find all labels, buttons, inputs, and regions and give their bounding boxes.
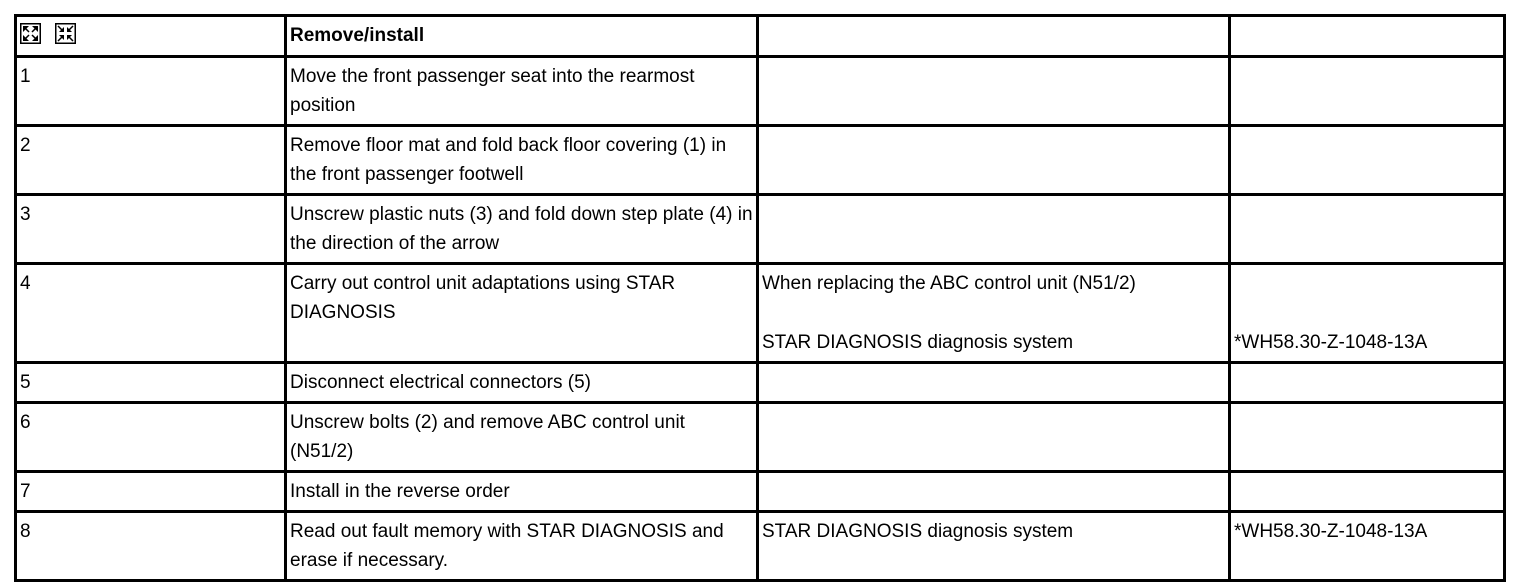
step-tool — [1231, 473, 1503, 513]
step-tool-cell — [1231, 265, 1503, 364]
step-number: 5 — [17, 364, 287, 404]
table-row — [17, 196, 1503, 265]
step-action: Disconnect electrical connectors (5) — [287, 364, 759, 404]
header-row — [17, 17, 1503, 58]
table-row — [17, 404, 1503, 473]
step-note — [759, 58, 1231, 127]
table-row — [17, 127, 1503, 196]
header-icons-cell — [17, 17, 287, 58]
step-number: 2 — [17, 127, 287, 196]
collapse-icon[interactable] — [55, 23, 76, 44]
step-note: When replacing the ABC control unit (N51/2) — [762, 273, 1136, 294]
step-number: 7 — [17, 473, 287, 513]
step-tool — [1231, 364, 1503, 404]
step-action: Read out fault memory with STAR DIAGNOSIS and erase if necessary. — [287, 513, 759, 579]
header-title: Remove/install — [287, 17, 759, 58]
step-action: Unscrew bolts (2) and remove ABC control unit (N51/2) — [287, 404, 759, 473]
table-row — [17, 265, 1503, 364]
step-tool — [1231, 127, 1503, 196]
step-tool — [1231, 196, 1503, 265]
step-number: 1 — [17, 58, 287, 127]
step-number: 6 — [17, 404, 287, 473]
procedure-table — [14, 14, 1506, 582]
step-action: Unscrew plastic nuts (3) and fold down step plate (4) in the direction of the arrow — [287, 196, 759, 265]
step-tool: *WH58.30-Z-1048-13A — [1234, 332, 1428, 353]
header-empty-cell — [1231, 17, 1503, 58]
step-note — [759, 196, 1231, 265]
step-note — [759, 473, 1231, 513]
header-empty-cell — [759, 17, 1231, 58]
step-action: Remove floor mat and fold back floor covering (1) in the front passenger footwell — [287, 127, 759, 196]
step-number: 4 — [17, 265, 287, 364]
step-number: 3 — [17, 196, 287, 265]
table-row — [17, 473, 1503, 513]
expand-icon[interactable] — [20, 23, 41, 44]
step-note — [759, 127, 1231, 196]
step-action: Move the front passenger seat into the rearmost position — [287, 58, 759, 127]
step-action: Carry out control unit adaptations using STAR DIAGNOSIS — [287, 265, 759, 364]
table-row — [17, 364, 1503, 404]
step-note-cell — [759, 265, 1231, 364]
step-tool: *WH58.30-Z-1048-13A — [1234, 521, 1428, 542]
step-note: STAR DIAGNOSIS diagnosis system — [759, 513, 1231, 579]
step-note — [759, 404, 1231, 473]
table-row — [17, 58, 1503, 127]
step-action: Install in the reverse order — [287, 473, 759, 513]
step-tool — [1231, 58, 1503, 127]
step-tool — [1231, 404, 1503, 473]
step-number: 8 — [17, 513, 287, 579]
step-note-system: STAR DIAGNOSIS diagnosis system — [762, 332, 1074, 353]
step-note — [759, 364, 1231, 404]
table-row — [17, 513, 1503, 579]
